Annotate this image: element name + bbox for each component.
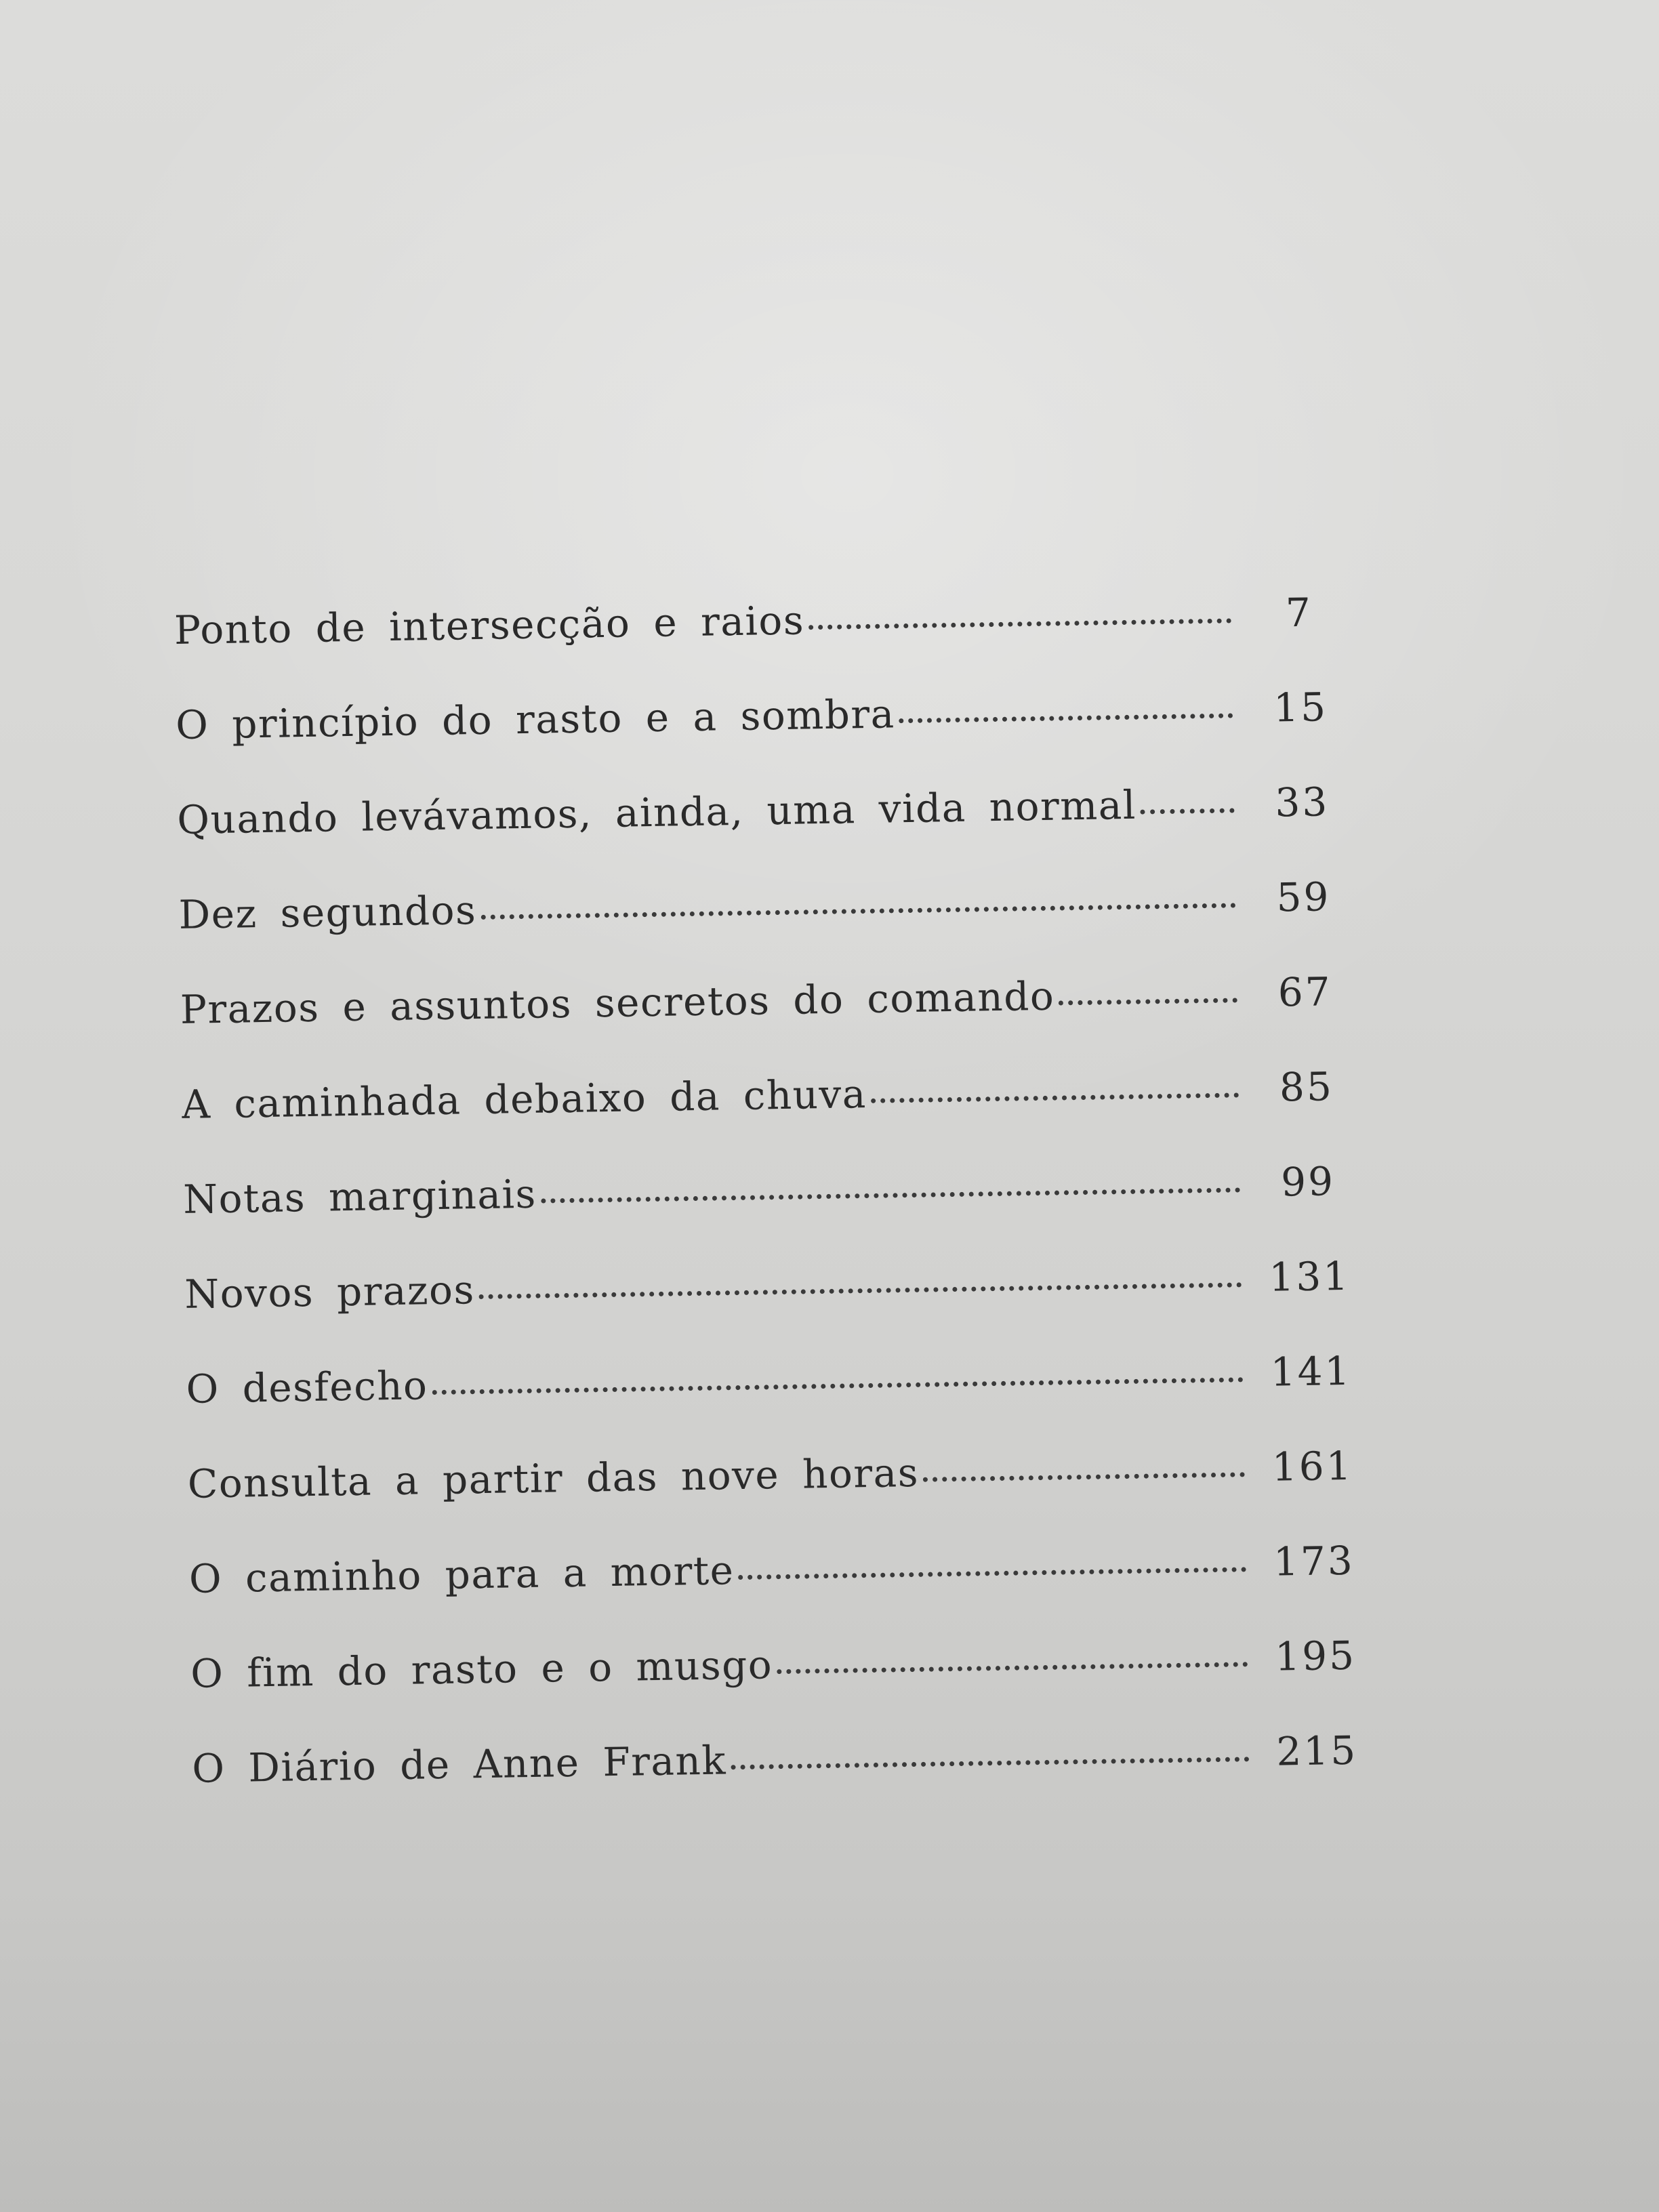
toc-entry-title: O desfecho: [186, 1362, 428, 1412]
toc-entry-title: Ponto de intersecção e raios: [173, 597, 805, 653]
toc-entry-title: Consulta a partir das nove horas: [187, 1449, 920, 1507]
dot-leader: [1141, 808, 1235, 814]
toc-entry: [175, 659, 1396, 773]
toc-entry-title: A caminhada debaixo da chuva: [181, 1071, 867, 1128]
toc-entry: [191, 1702, 1412, 1816]
dot-leader: [432, 1377, 1244, 1395]
toc-entry-title: O caminho para a morte: [188, 1547, 735, 1602]
toc-entry-page: 7: [1285, 589, 1313, 636]
toc-entry-page: 131: [1268, 1252, 1351, 1300]
dot-leader: [1059, 998, 1237, 1005]
toc-entry-page: 85: [1279, 1063, 1334, 1111]
dot-leader: [731, 1757, 1249, 1769]
table-of-contents: [173, 564, 1412, 1816]
toc-entry-page: 59: [1276, 874, 1331, 921]
toc-entry-title: O fim do rasto e o musgo: [190, 1641, 773, 1697]
toc-entry: [190, 1607, 1411, 1721]
toc-entry: [180, 943, 1401, 1057]
toc-entry: [182, 1133, 1404, 1247]
toc-entry-title: O Diário de Anne Frank: [191, 1737, 727, 1792]
toc-entry-page: 99: [1280, 1158, 1336, 1206]
toc-entry-title: Notas marginais: [182, 1170, 537, 1223]
dot-leader: [871, 1092, 1239, 1103]
dot-leader: [923, 1472, 1245, 1481]
toc-entry: [184, 1228, 1405, 1342]
toc-entry-title: Quando levávamos, ainda, uma vida normal: [176, 781, 1137, 843]
toc-entry-page: 173: [1273, 1537, 1355, 1585]
toc-entry-page: 161: [1271, 1442, 1354, 1490]
toc-entry: [181, 1038, 1402, 1152]
toc-entry-title: Dez segundos: [178, 887, 477, 938]
toc-entry: [186, 1323, 1407, 1437]
toc-entry-page: 67: [1277, 968, 1333, 1016]
toc-entry: [187, 1418, 1408, 1532]
dot-leader: [480, 903, 1235, 920]
dot-leader: [479, 1282, 1242, 1299]
toc-entry-title: Novos prazos: [184, 1267, 476, 1317]
toc-entry-page: 195: [1274, 1632, 1357, 1680]
toc-entry: [176, 754, 1397, 867]
dot-leader: [777, 1662, 1248, 1674]
toc-entry-page: 33: [1274, 779, 1330, 826]
toc-entry-page: 215: [1275, 1727, 1358, 1775]
toc-entry: [188, 1513, 1410, 1626]
toc-entry: [178, 848, 1399, 962]
toc-entry-title: Prazos e assuntos secretos do comando: [180, 972, 1055, 1033]
dot-leader: [899, 713, 1233, 723]
dot-leader: [808, 618, 1231, 630]
dot-leader: [739, 1567, 1247, 1580]
toc-entry-page: 141: [1270, 1347, 1352, 1395]
dot-leader: [541, 1187, 1240, 1203]
toc-entry-title: O princípio do rasto e a sombra: [175, 691, 896, 748]
toc-entry-page: 15: [1273, 684, 1328, 731]
toc-entry: [173, 564, 1395, 678]
